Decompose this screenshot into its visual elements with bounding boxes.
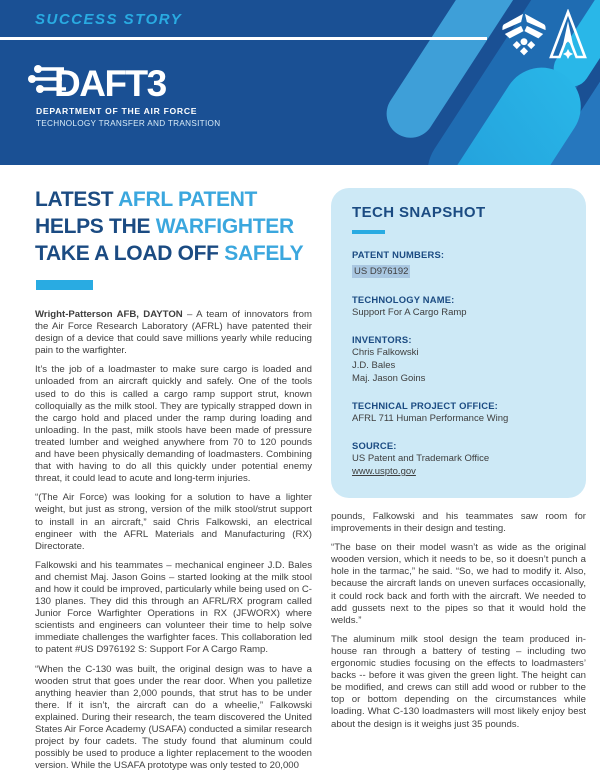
article-paragraph: pounds, Falkowski and his teammates saw room for improvements in their design and testing. — [331, 511, 586, 535]
inventors-label: INVENTORS: — [352, 334, 412, 345]
inventor-name: Chris Falkowski — [352, 347, 419, 358]
circuit-logo-icon — [28, 58, 186, 104]
inventor-name: Maj. Jason Goins — [352, 373, 426, 384]
project-office-value: AFRL 711 Human Performance Wing — [352, 413, 509, 424]
title-dark-2: HELPS THE — [35, 215, 156, 238]
article-paragraph: “The base on their model wasn’t as wide as the original wooden version, which it needs to be, so it doesn’t punch a hole in the tarmac,” he said. “So, we had to modify it. Also, because the aircraft lands on uneven surfaces occasionally, it could rock back and forth with the aircraft. We needed to add gussets next to the pipes so that it would hold the welds.” — [331, 542, 586, 626]
inventors-field — [352, 333, 565, 385]
article-paragraph: “When the C-130 was built, the original design was to have a wooden strut that goes under the rear door. When you palletize anything heavier than 2,000 pounds, that strut has to be under there. If it isn’t, the aircraft can do a wheelie,” Falkowski explained. During their research, the team discovered the United States Air Force Academy (USAFA) conducted a similar research project by four cadets. The study found that aluminum could possibly be used to produce a lighter replacement to the wooden version. While the USAFA prototype was only tested to 20,000 — [35, 663, 312, 772]
patent-numbers-label: PATENT NUMBERS: — [352, 249, 445, 260]
header-divider-line — [0, 37, 487, 40]
tech-snapshot-panel — [331, 188, 586, 498]
source-value: US Patent and Trademark Office — [352, 453, 490, 464]
logo-org-line2: TECHNOLOGY TRANSFER AND TRANSITION — [36, 119, 221, 128]
title-accent-bar — [36, 280, 93, 290]
header-band — [0, 0, 600, 165]
right-column — [331, 186, 586, 779]
paragraph-text: – A team of innovators from the Air Force Research Laboratory (AFRL) have patented their design of a device that could save millions yearly while reducing pain to the warfighter. — [35, 309, 313, 357]
patent-numbers-field — [352, 248, 565, 279]
inventor-name: J.D. Bales — [352, 360, 396, 371]
success-story-label: SUCCESS STORY — [35, 11, 183, 28]
project-office-label: TECHNICAL PROJECT OFFICE: — [352, 400, 498, 411]
title-accent-1: AFRL PATENT — [118, 188, 258, 211]
title-dark-3: TAKE A LOAD OFF — [35, 242, 225, 265]
technology-name-field — [352, 293, 565, 319]
project-office-field — [352, 399, 565, 425]
article-paragraph: Falkowski and his teammates – mechanical engineer J.D. Bales and chemist Maj. Jason Goins – started looking at the milk stool and how it could be improved, particularly while being used on C-130 planes. They did this through an AFRL/RX program called Junior Force Warfighter Operations in RX (JFWORX) where scientists and engineers can volunteer their time to help solve immediate challenges the warfighter faces. This collaboration led to patent #US D976192 S: Support For A Cargo Ramp. — [35, 559, 312, 656]
uspto-link[interactable]: www.uspto.gov — [352, 466, 416, 477]
title-dark-1: LATEST — [35, 188, 119, 211]
article-paragraph — [35, 309, 312, 357]
logo-org-line1: DEPARTMENT OF THE AIR FORCE — [36, 106, 198, 116]
article-body — [35, 186, 586, 779]
technology-name-value: Support For A Cargo Ramp — [352, 307, 467, 318]
article-paragraph: “(The Air Force) was looking for a solution to have a lighter weight, but just as strong, version of the milk stool/strut support to install in an aircraft,” said Chris Falkowski, an electrical engineer with the AFRL Materials and Manufacturing (RX) Directorate. — [35, 492, 312, 552]
source-label: SOURCE: — [352, 440, 397, 451]
article-paragraph: The aluminum milk stool design the team produced in-house ran through a battery of testing – including two ergonomic studies focusing on the effects to loadmasters’ backs -- before it was given the green light. The height can be modified, and crews can still add wood or rubber to the top or bottom depending on the circumstances while loading. What C-130 loadmasters will most likely enjoy best about the design is it weighs just 35 pounds. — [331, 633, 586, 730]
left-column — [35, 186, 312, 779]
snapshot-accent-bar — [352, 230, 385, 234]
article-paragraph: It’s the job of a loadmaster to make sure cargo is loaded and unloaded from an aircraft quickly and safely. One of the tools used to do this is called a cargo ramp support strut, known colloquially as the milk stool. They are typically strapped down in the cargo hold and placed under the ramp during loading and unloading. In the past, milk stools have been made of pressure treated lumber and weighed anywhere from 70 to 120 pounds and have been physically demanding of loadmasters. Combining that with having to do all this quickly under potential enemy threat, it could lead to acute and long-term injuries. — [35, 364, 312, 485]
patent-number-value: US D976192 — [354, 266, 409, 277]
dateline: Wright-Patterson AFB, DAYTON — [35, 309, 183, 320]
source-field — [352, 439, 565, 478]
title-accent-3: SAFELY — [224, 242, 304, 265]
space-force-icon — [548, 9, 588, 61]
technology-name-label: TECHNOLOGY NAME: — [352, 294, 455, 305]
title-accent-2: WARFIGHTER — [155, 215, 294, 238]
logo-acronym: DAFT3 — [54, 63, 166, 104]
snapshot-title: TECH SNAPSHOT — [352, 204, 486, 221]
page-title — [35, 186, 312, 267]
air-force-icon — [501, 11, 547, 57]
